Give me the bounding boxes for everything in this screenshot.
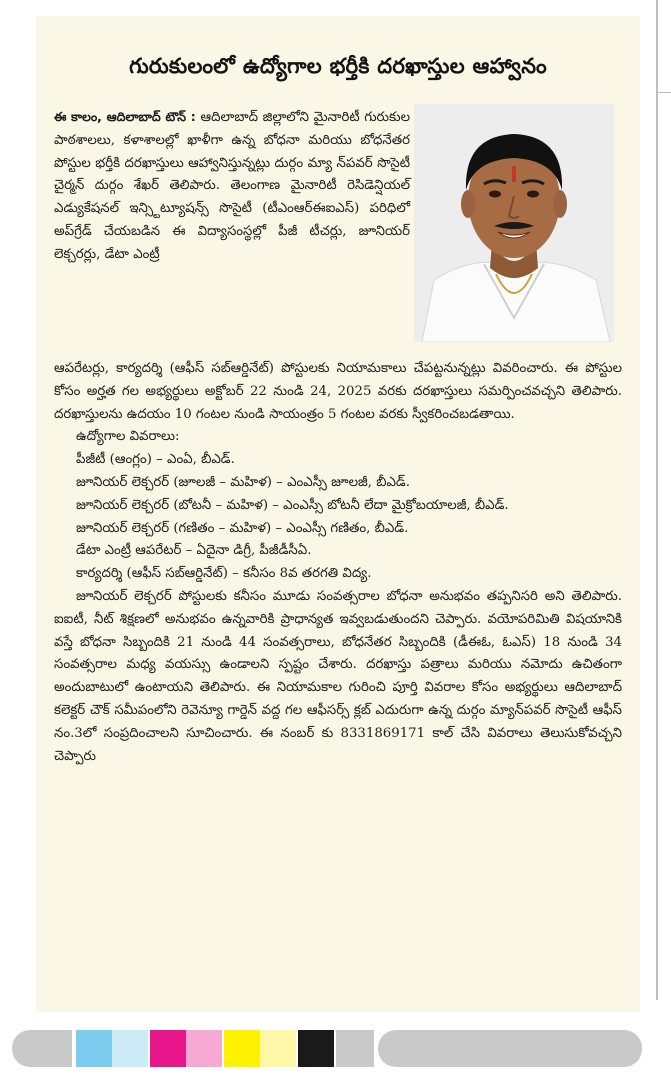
swatch-black [298, 1030, 334, 1067]
body-continuation: ఆపరేటర్లు, కార్యదర్శి (ఆఫీస్ సబ్‌ఆర్డినేట్) పోస్టులకు నియామకాలు చేపట్టనున్నట్లు వివరించారు. ఈ పోస్టుల కోసం అర్హత గల అభ్యర్థులు అక్టోబర్ 22 నుండి 24, 2025 వరకు దరఖాస్తులు సమర్పించవచ్చని తెలిపారు. దరఖాస్తులను ఉదయం 10 గంటల నుండి సాయంత్రం 5 గంటల వరకు స్వీకరించబడతాయి. [54, 361, 622, 422]
swatch-cyan [76, 1030, 112, 1067]
headline: గురుకులంలో ఉద్యోగాల భర్తీకి దరఖాస్తుల ఆహ్వానం [129, 54, 547, 78]
job-item: కార్యదర్శి (ఆఫీస్ సబ్‌ఆర్డినేట్) – కనీసం 8వ తరగతి విద్య. [76, 566, 372, 582]
swatch-gray-pill [378, 1030, 642, 1067]
article-body [54, 358, 622, 768]
swatch-gray-end [336, 1030, 374, 1067]
portrait-image [414, 104, 614, 342]
swatch-light-cyan [112, 1030, 148, 1067]
intro-paragraph [54, 106, 410, 267]
swatch-magenta [150, 1030, 186, 1067]
job-item: పీజీటీ (ఆంగ్లం) – ఎంఏ, బీఎడ్. [76, 452, 235, 468]
color-swatch-row [12, 1030, 374, 1067]
dateline: ఈ కాలం, ఆదిలాబాద్ టౌన్ : [54, 109, 201, 124]
swatch-gray [12, 1030, 72, 1067]
details-heading: ఉద్యోగాల వివరాలు: [76, 429, 180, 445]
page-edge-rule [656, 0, 658, 1000]
swatch-yellow [224, 1030, 260, 1067]
rail-tick [656, 92, 671, 93]
closing-paragraph: జూనియర్ లెక్చరర్ పోస్టులకు కనీసం మూడు సంవత్సరాల బోధనా అనుభవం తప్పనిసరి అని తెలిపారు. ఐఐటీ, నీట్ శిక్షణలో అనుభవం ఉన్నవారికి ప్రాధాన్యత ఇవ్వబడుతుందని చెప్పారు. వయోపరిమితి విషయానికి వస్తే బోధనా సిబ్బందికి 21 నుండి 44 సంవత్సరాలు, బోధనేతర సిబ్బందికి (డీఈఓ, ఓఎస్) 18 నుండి 34 సంవత్సరాల మధ్య వయస్సు ఉండాలని స్పష్టం చేశారు. దరఖాస్తు పత్రాలు మరియు నమోదు ఉచితంగా అందుబాటులో ఉంటాయని తెలిపారు. ఈ నియామకాల గురించి పూర్తి వివరాల కోసం అభ్యర్థులు ఆదిలాబాద్ కలెక్టర్ చౌక్ సమీపంలోని రెవెన్యూ గార్డెన్ వద్ద గల ఆఫీసర్స్ క్లబ్ ఎదురుగా ఉన్న దుర్గం మ్యాన్‌పవర్ సొసైటీ ఆఫీస్ నం.3లో సంప్రదించాలని సూచించారు. ఈ నంబర్ కు 8331869171 కాల్ చేసి వివరాలు తెలుసుకోవచ్చని చెప్పారు [54, 588, 622, 764]
news-clipping [36, 16, 640, 1012]
job-item: జూనియర్ లెక్చరర్ (గణితం – మహిళ) – ఎంఎస్సీ గణితం, బీఎడ్. [76, 520, 409, 536]
swatch-light-magenta [186, 1030, 222, 1067]
job-item: డేటా ఎంట్రీ ఆపరేటర్ – ఏదైనా డిగ్రీ, పీజీడీసీఏ. [76, 543, 312, 559]
swatch-light-yellow [260, 1030, 296, 1067]
intro-text: ఆదిలాబాద్ జిల్లాలోని మైనారిటీ గురుకుల పాఠశాలలు, కళాశాలల్లో ఖాళీగా ఉన్న బోధనా మరియు బోధనేతర పోస్టుల భర్తీకి దరఖాస్తులు ఆహ్వానిస్తున్నట్లు దుర్గం మ్యా న్‌పవర్ సొసైటీ చైర్మన్ దుర్గం శేఖర్ తెలిపారు. తెలంగాణ మైనారిటీ రెసిడెన్షియల్ ఎడ్యుకేషనల్ ఇన్స్టిట్యూషన్స్ సొసైటీ (టీఎంఆర్ఈఐఎస్) పరిధిలో అప్‌గ్రేడ్ చేయబడిన ఈ విద్యాసంస్థల్లో పీజీ టీచర్లు, జూనియర్ లెక్చరర్లు, డేటా ఎంట్రీ [54, 110, 410, 262]
job-item: జూనియర్ లెక్చరర్ (బోటనీ – మహిళ) – ఎంఎస్సీ బోటనీ లేదా మైక్రోబయాలజీ, బీఎడ్. [76, 497, 509, 513]
person-photo [414, 104, 614, 342]
job-item: జూనియర్ లెక్చరర్ (జూలజీ – మహిళ) – ఎంఎస్సీ జూలజీ, బీఎడ్. [76, 474, 410, 490]
